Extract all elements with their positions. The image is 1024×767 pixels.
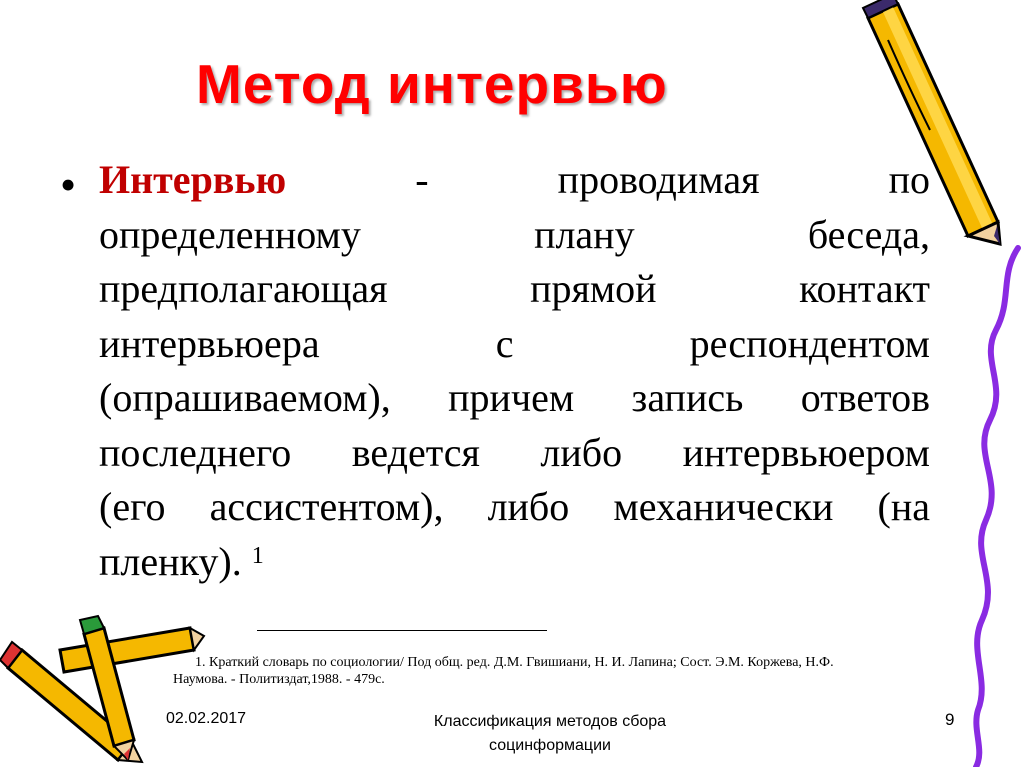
word: либо [487, 484, 570, 529]
word: плану [534, 211, 635, 257]
word: последнего [99, 429, 292, 475]
text-line [99, 153, 930, 208]
word: ассистентом), [209, 484, 444, 529]
word: (его [99, 484, 166, 529]
word: либо [540, 429, 623, 475]
word: - [415, 157, 429, 202]
word: по [888, 157, 930, 202]
crossed-pencils-icon [0, 616, 204, 762]
text-line [99, 426, 930, 481]
footer-date: 02.02.2017 [166, 710, 247, 727]
footer-title-line: Классификация методов сбора [433, 713, 667, 730]
word: запись [631, 375, 744, 420]
footnote-line: 1. Краткий словарь по социологии/ Под общ. ред. Д.М. Гвишиани, Н. И. Лапина; Сост. Э.М. Коржева, Н.Ф. [195, 655, 834, 670]
word: ответов [800, 375, 930, 420]
footnote-reference: 1 [251, 542, 264, 569]
footnote-line: Наумова. - Политиздат,1988. - 479с. [173, 672, 385, 687]
text-line [99, 208, 930, 263]
word: ведется [351, 429, 480, 475]
text-line [99, 480, 930, 535]
text-line [99, 535, 930, 590]
bullet-marker: • [60, 159, 77, 210]
slide-title: Метод интервью [196, 53, 668, 115]
word: прямой [530, 266, 657, 311]
footer-title [380, 710, 720, 758]
word: причем [448, 375, 575, 420]
word: проводимая [557, 157, 760, 202]
term-word: Интервью [99, 157, 287, 202]
word: (на [877, 484, 930, 529]
word: пленку). [99, 538, 242, 584]
text-line [99, 371, 930, 426]
text-line [99, 317, 930, 372]
word: интервьюера [99, 320, 320, 366]
slide-number: 9 [945, 710, 955, 729]
word: беседа, [807, 211, 930, 257]
word: (опрашиваемом), [99, 375, 391, 420]
footnote-separator [257, 630, 547, 631]
footer-title-line: социнформации [489, 737, 611, 754]
word: с [495, 320, 514, 366]
text-line [99, 262, 930, 317]
word: определенному [99, 211, 361, 257]
squiggle-line [976, 248, 1018, 767]
word: респондентом [689, 320, 930, 366]
word: интервьюером [682, 429, 930, 475]
word: предполагающая [99, 266, 388, 311]
word: контакт [799, 266, 930, 311]
word: механически [613, 484, 834, 529]
definition-paragraph [99, 153, 930, 589]
footnote [173, 654, 973, 688]
